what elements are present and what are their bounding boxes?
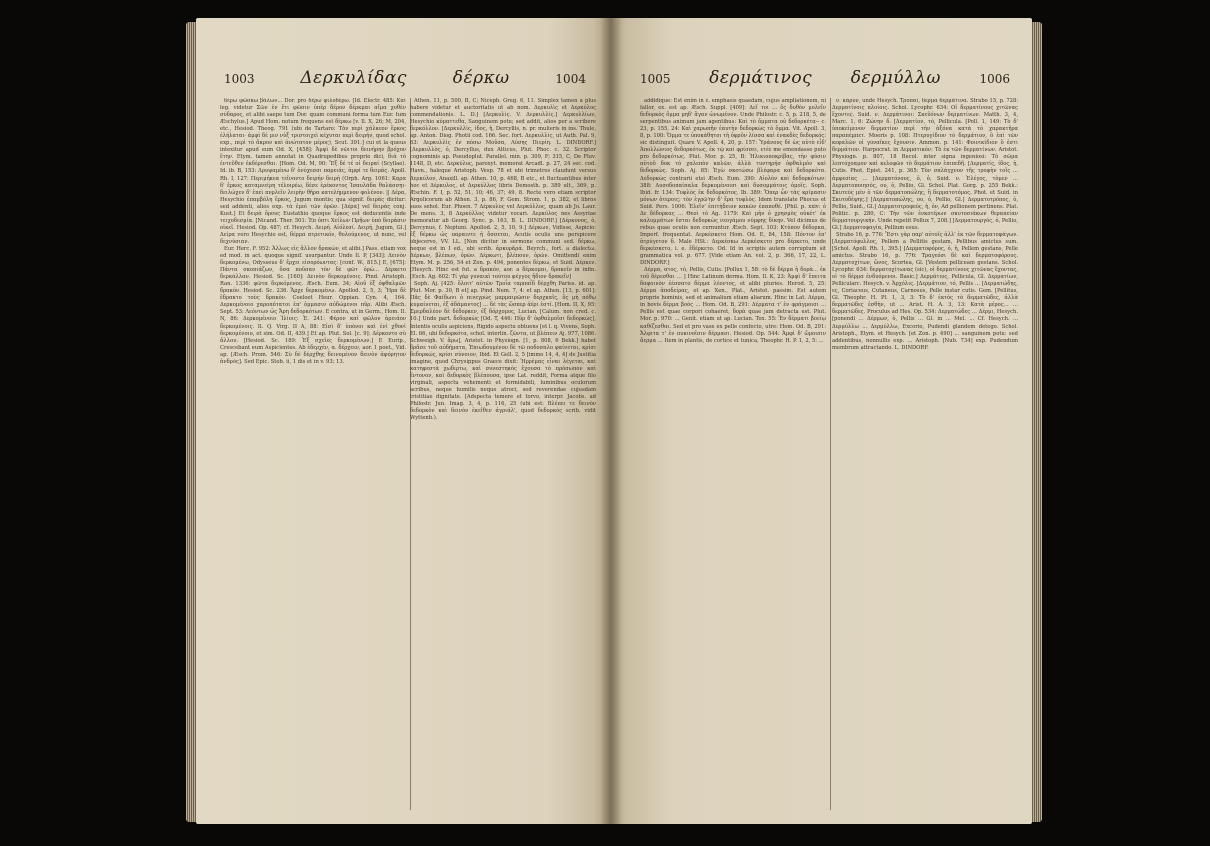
text-column — [410, 98, 596, 810]
column-text: ν. κάρυν, unde Hesych. Τροπαί, δέρμα δερμάτινα. Strabo 15, p. 728: Δερματίνοις πλοίοις. Schol. Lycophr. 634: Οἱ δερματίνους χιτῶνας ἔχοντες. Suid. ν. Δερμάτινοι: Σκεῦόνων δερματίνων. Matth. 3, 4, Marc. 1, 6: Ζώνην δ. [Δερματίον, τό, Pellicula. [Poll. 1, 149: Τὸ δ' ὑποκείμενον δερματίον περὶ τὴν ἀξόνα κατὰ τὸ χαρακτῆρα παραπέμπετ. Moeris p. 108: Πτερυγίδιον τὸ δερμάτιον, ὃ ἐπὶ τῶν κεφαλῶν οἱ γυναῖκες ἔχουσιν. Ammon. p. 141: Φοινικίδιον ὅ ἐστι δερμάτιον. Harpocrat. in Δερματικόν: Τὸ ἐκ τῶν δερματίνων. Aristot. Physiogn. p. 807, 18 Becol. inter signa ingeniosi: Τὸ σῶμα λεπτόχοαμον καὶ κελοφῶν τὸ δερμάτιον ἐπιπεδῆ. [Δερματίς, ίδος, ἡ, Cutis. Phot. Epist. 241, p. 365: Τὸν σπλάγχνον τῆς τροφὴν τοῖς ... ἀμφεσίας ... [Δερματόνους, ὁ, ὁ, Suid. ν. Ἐλέγος, τὸμεν ... Δερματοποιησός, ου, ὁ, Pellio, Gl. Schol. Plat. Gorg. p. 255 Bekk.: Σκυτεύς μὲν ὁ τῶν δερματοπώλης, ἢ δερματοτόμος. Phot. et Suid. in Σκυτοδέψης.] [Δερματοπώλης, ου, ὁ, Pellio, Gl.] Δερματοτρόπος, ὁ, Pellio, Suid., Gl.] Δερματοτροφεύς, ἡ, ὁν, Ad pellionem pertinens. Plat. Politic. p. 280, C: Τὴν τῶν ἐνκοτέρων σκυτοσιάκων θεραπείαν δερματουργικήν. Unde repetit Pollux 7, 208.] [Δερματουργός, ὁ, Pellio, Gl.] Δερματοφαγία, Pellium esus. — [832, 98, 1018, 231]
column-text: Eur. Herc. F. 952: Ἀλλως εἰς ἄλλον δρακὼν, et alibi.] Pass. etiam vox ed mod. in act. quoque signif. usurpantur. Unde Il. P, [343]: Δεινὸν δερκομένω, Odysseus δ' ἔρχει εἰσορόωντας: [conf. W., 815.] E, [675]: Πάντα σκοπιάζων, ὅσα ποῦσαν τὸν δὲ φῶτ ὁρώ... Δέρκετο δερκάλλαν. Hesiod. Sc. [160]: Δεινὸν δερκομένοις. Pind. Aristoph. Ran. 1336: φῶτα δερκόμενος. Æsch. Eum. 34; Αἱοῦ ἐξ ὀφθαλμῶν δρακόν. Hesiod. Sc. 236. Ἄρχε δερκομένω. Apollod. 2, 5, 3; Ἤρπ δὲ ἔδρακτο τοὺς δρακὸν. Coeloet Heur. Oppian. Cyn. 4, 164. Δερκομένοιο χαροπότατοι ἐπ' ὀμμασιν αὐδώμενοι πῦρ. Alibi Æsch. Sept. 53: Λεόντων ὡς Ἄρη δεδορκότων. E contra, ut in Germ., Hom. Il. N, 86: Δερκομένοιο Ἰλίοις: Ἐ. 241: Φέρον καὶ φῶλον ἀρειάον δερκομένοις. Il. Q. Virg. II A, 88: Εἰσὶ δ' ὑπὸνοι καὶ ἐνὶ χθονὶ δερκομένοιο, et sim. Od. II, 439.] Et ap. Plut. Sol. [c. 9]: Δέρκοντο σὺ ἄλλου. [Hesiod. Sc. 189: Ἐξ σχεῖες δερκομένων.] E Eurip., Crescebant eum Aspicientes. Ab ἐδερχέν, α. δέρχεεν, aor. 1 poet., Vid. ap. [Æsch. Prom. 546: Σὺ δὲ δέρχθης δεινομένον δεινὸν ἀφόρητον ἀνδρὸς]. Sed Epic. Stob. ii, 1 dis et in v. 93; 13. — [220, 245, 406, 365]
column-text: Δέρμα, ατος, τὸ, Pellis, Cutis. [Pollux 1, 58: τὸ δὲ δέρμα ἡ δορὰ... ἐκ τοῦ δέρεσθαι ... ] Hinc Latinum derma. Hom. Il. K, 23: Ἀμφὶ δ' ἔπειτα δαφοινὸν ἐέσσατο δέρμα λέοντος, et alibi pluries. Herod. 5, 25: Δέρμα ἀποδείρας, et ap. Xen., Plat., Aristot. passim. Est autem proprie hominis, sed et animalium etiam aliarum. Hinc in Lat. Δέρμα, in bovis δέρμα βοὸς ... Hom. Od. B, 291: Δέρματα τ' ἐν φράγμοισι ... Pellis est quae corpori cohaeret, δορὰ quae jam detracta est. Plut. Mor. p. 970: ... Genit. etiam ut ap. Lucian. Tox. 55: Ἐν δέρματι βοείῳ καθίζεσθαι. Sed et pro vase ex pelle confecto, utre: Hom. Od. B, 291: Ἄλφιτα τ' ἐν πυκινοῖσιν δέρμασι. Hesiod. Op. 544: Ἀμφὶ δ' ὤμοισιν ἄερμα ... Item in plantis, de cortice et tunica, Theophr. H. P. 1, 2, 5: ... — [640, 267, 826, 344]
running-headword: δέρκω — [452, 68, 510, 88]
text-column — [832, 98, 1018, 810]
left-page-header — [224, 68, 586, 92]
page-number: 1004 — [555, 72, 586, 86]
column-text: Strabo 16, p. 776: Ἔστι γὰρ παρ' αὐτοῖς ἀλλ' ἐκ τῶν δερματοφάγων. [Δερματόφυλλος, Pellem a Pellitis gestam, Pellibus amictus sum. [Schol. Apoll. Rh. 1, 395.] [Δερματοφόρος, ὁ, ἡ, Pellem gestans, Pelle amictus. Strabo 16, p. 776: Τραγεόσι δὲ καὶ δερματοφόρους. Δερματοχίτων, ὤνος, Scortea, Gl. [Vestem pelliceam gestans. Schol. Lycophr. 634: δερματοχίτωνας (sic), οἱ δερματίνους χιτῶνας ἔχοντας, οἱ τὸ δέρμα ἐνδυόμενοι. Basic.] Δερμάτιος, Pellicula, Gl. Δερματίων, Pellicularc. Hesych. v. Ἀρχόλις. [Δερμάτιον, τό, Pellis ... [Δερματώδης, ες, Coriaceus, Cutaneus, Carnosus, Pelle instar cutis. Gem. [Pellitus, Gl. Theophr. H. Pl. 1, 3, 3: Τὸ δ' ἐκτὸς τὸ δερματῶδες, ἀλλὰ δερματῶδες ἐσθὴν, ut ... Arist. H. A. 3, 13: Κατὰ μέρος... ... δερματῶδες. Proculus ad Hes. Op. 534: Δερματώδες ... Δέρμι, Hesych. [ponendi ... Δέρμων, ὁ, Pellis ... Gl. in ... Mel. ... Cf. Hesych. ... Δερμύλλω ... Δερμύλλω, Excorio, Pudendi glandem detego. Schol. Aristoph., Etym. et Hesych. [et Zon. p. 490] ... sanguinem potu: sed addentibus, nonnullis exp. ... Aristoph. [Nub. 734] exp. Pudendum membrum attractando. L. DINDORF. — [832, 231, 1018, 351]
page-edges-left — [186, 22, 196, 822]
running-headword: δερμάτινος — [709, 68, 813, 88]
column-text: Athen. 11, p. 500, B, C; Niceph. Greg. 6, 11. Simplex tamen à plus habere videtur et auctoritatis ut ab nom. Δερκυλὶς et Δερκύλος commendationis. L. D.] [Δερκυλὶς. V. Δερκυλλὶς.] Δερκυλλίων, Hesychio κύματτεθα, Sanguinem potu; sed addit, alios per a scribere δερκόλλον. [Δερκυλλὶς, ίδος, ἡ, Dercyllis, n. pr. mulieris in ins. Thule, ap. Anton. Diog. Photii cod. 166. Sec. fort. Δερκυλλὶς, ut Auth. Pal. 9, 63: Δερκυλλὶς ἐν πόσω Μοῦσα, Λύσης Πιερίη. L. DINDORF.] [Δερκυλλὸς, ὁ, Dercyllus, dux Atticus, Plut. Phoc. c. 32. Scriptor cognominis ap. Pseudoplut. Parallel. min. p. 309, F; 315, C, De Fluv. 1148, D, etc. Δερκύλος, paroxyt. memorat Arcadl. p. 27, 24 sec. cod. Havn., haleque Aristoph. Vesp. 78 et ubi trimetros claudunt versus Δερκύλον, Anaxill. ap. Athen. 10, p. 468, B etc., et fluctuantibus inter hoc et Δέρκυλος, et Δερκύλλος libris Demosth. p. 389 ult., 369, p. Æschin. F. I, p. 52, 51, 10; 46, 37; 49, 8. Recte vero etiam scriptor Argolicorum ab Athen. 3, p. 86, F. Gem. Strom. 1, p. 382, et libros suos sehol. Eur. Phoen. 7 Δέρκυλος vel Δερκύλλος, quam ab Jo. Laur. De mens. 3, 8 Δερκύλλος videtur vocari. Δερκύλος nes Assyriae memoratur ab Georg. Sync. p. 163, B. L. DINDORF.] [Δέρκυνος, ὁ, Dercynus, f. Neptuni. Apollod. 2, 5, 10, 9.] Δέρκων, Vidisse, Aspicio: ἐξ δέρκω ὡς παραιντε ἡ ὅσσεται, Acutis oculis uns perspicere objecervo, VV. LL. [Non dicitur in sermone communi sed. δέρκω, neque est in I ed., ubi scrib. ἀρκυρᾶρά. Beyrch., fort. a dialectω, Δέρκων, βλέπων, ὁρῶν. Δέρκωτι, βλέπουν, ὁρῶν. Omittendi enim Etym. M. p. 256, 54 et Zon. p. 494, ponentes δέρκω, et Suid. Δέρκεν. [Hesych. Hinc est fut. a δρακόν, aor. a δέρκομαι, δρακεῖν in infin. [Esch. Ag. 602: Τί γὰρ γυναικὶ τούτου φέγγος ἥδιον δρακεῖν] — [410, 98, 596, 281]
right-page-header — [640, 68, 1010, 92]
running-headword: δερμύλλω — [850, 68, 941, 88]
left-page — [196, 18, 610, 824]
column-text: Soph. Aj. [425: ὄλοιτ' αὐτῶν Τροΐα ταρπαΐδ δέρχθη Pariss. id. ap. Plut. Mor. p. 30, B et] ap. Pind. Nem. 7, 4: et ap. Athen. [13, p. 601]: Πᾶς δὲ Φαίδωνι ὁ πινεγρὼς μαρμαιρῶσιν δερχκαῖς, ὃς μὴ πόθῳ κυμαίνεται, ἐξ ἀδάμαντος] ... δὲ τὰς ὥσπερ ἀέρι ἐστί. [Hom. II, X, 95: Σμερδαλέον δὲ δέδορκεν, ἐξ δόρχομος, Lucian. [Calum. non cred. c. 10.] Unde part. δεδορκὼς [Od. T, 446: Πῦρ δ' ὀφθαλμοῖσι δεδορκὼς], Intentis oculis aspiciens, Rigido aspectu obtuens [et l. q. Vivens, Soph. El. 66, ubi δεδορκότα, schol. interlin. ζῶντα, ut βλέπειν Aj. 977, 1086. Schweigh. V. ἄρω], Aristot. in Physiogn. [1, p. 808, 6 Bekk.] habet δρᾶσε τοῦ αὐδήματα, Ἐπιωδουμένου δὲ τῶ ποδοσπλο φαίνεται, κρίσι δεδορκώς, κρίσι σύνοιον, Ibid. Et Gell. 2, 5 [immo 14, 4, 4] de Justitia imagine, quod Chrysippus Graece dixit: Ἠρρέμας εἶναι λέγεται, καὶ κατηφεστὰ χωδιρτω, καὶ συνεστηκὸς ἔχουσα τὸ πρόσωπον καὶ ἔντονον, καὶ δεδορκὸς βλέπουσα, ipse Lat. reddit, Forma atque filo virginali, aspectu vehementi et formidabili, luminibus oculorum acribus, neque humilis neque atroci, sed reverendae cujusdam tristitiae dignitate. [Adspecta temere et torvo, interpr. Jacobs. ad Philostr. Jun. Imag. 3, 4, p. 116, 25 (ubi est: Βλέπει τε δεινὸν δεδορκὸν καὶ δεινὸν ἐκεῖθεν ἀγριάλ', quod δεδορκὸς scrib. vidit Wyttenb.). — [410, 281, 596, 422]
column-text: addidique: Est enim in ἐ. emphasis quaedam, cujus ampliationem, ni fallor, ex. est ap. Æsch. Suppl. [409]: Δεῖ τοι ... ὅς δυθὸν μολεῖν δεδορκὸς ὄμμα μηδ' ἄγαν ὠνωμένον. Unde Philostr. c. 5, p. 218, 5, de serpentibus animum jam agentibus: Καὶ τὸ ὄμματα οὐ δεδορκέτα-- c. 23, p. 155, 24: Καὶ χαρωπῆν ἑαυτὴν δεδορκὼς τὸ ὄμμα. Vit. Apoll. 3, 8, p. 100: Ὄμμα τε ὑποκάθητοι τὴ ὀφρῦν λίσσα καὶ ἐνακδὲς δεδορκός: sic distinguit. Quare V. Apoll. 4, 20, p. 157: Ὑράνους δὲ ὡς αὐτὸ εἶδ' Ἀπολλώνιος δεδορκότως, ἐκ τῷ καὶ φρίσσει, ετέε me emendasse puto pro δεδορκότως. Plut. Mor. p. 25, B: Ἠλικιοποκρίβας, τὴν φύσιν αὐτοῦ δοκ τὸ χαλεπὸν καλῶν, ἀλλὰ τυντηρήσ ὀφθαλμὸν καὶ δεδορκὼς. Soph. Aj. 85: Ἐγὼ σκοτώσω βλέφαρα καὶ δεδορκότα. Δεδορκὼς contrarii etsi Æsch. Eum. 390: Αἰολὸν καὶ δεδορκότων: 388: Δυσοδοπαίπαλα δερκομένοισι καὶ δυσομμάτοις ὁμοῖς. Soph. Ibid. fr. 134: Τυφλὸς ἐκ δεδορκότος. Ib. 389: Ὅπερ ὧν τὰς κρίμασιν μόνων ὁτεροις; τὸν ἐγρῶ'ην δ' ἔρα τυφλὸς. Idem translate Phocus et Suid. Pers. 1006: Ἐλεῖν' ἐπιτήδειον κακῶν ἐπαποθέ. [Phil. p. xxiv: ὁ Δε δέδορκας ... Θεοὶ τὸ Ag. 1179: Καὶ μὴν ὁ χρησμὸς οὐκέτ' ἐκ καλυμμάτων ἔσται δεδορκὼς νεογάμου νύμφης δίκην. Vel dicimus de rebus quae oculis non cernuntur. Æsch. Sept. 103: Κτύπον δέδορκα, Imperf. frequentat. Δερκέσκετο Hom. Od. E, 84, 158: Πόντον ἐπ' ἀτρύγετον δ. Male HSt.: Δερκέσκω Δερκέσκετο pro δέρκετο, unde δερκέσκετο, i. e. ἔδέρκετο. Od. Id in scriptis autem corruptum sit grammatica vol. p. 677. [Vide etiam An. vol. 2, p. 366, 17, 22, L. DINDORF.] — [640, 98, 826, 267]
column-text: δέρω φῶσκω βάλων... Dor. pro δέρω φιλοδέρω. [Id. Electr. 485: Καὶ leg. videtur Σῶν ἐν ἔτι φῶσιν ὑπὲρ δέρον δέρκμαι αἴμα χυθὲν σύδαρος, et alibi saepe tum Dor. quam communi forma tum Eur. tum Æschylus.] Apud Hom. notum frequens est δέρκω [v. Il. X, 26; M, 204, etc., Hesiod. Theog. 791 (ubi de Tartaro: Τὸν περὶ χάλκεον ἕρκος ἐλήλαται· ἀμφὶ δέ μιν νὺξ τριστοιχεὶ κέχυται περὶ δειρήν, quod schol. exp., περὶ τὸ ἄκρον καὶ ἀνώτατον μέρος), Scut. 391.] cui et la queus intexitur apud eum Od. X, [458]: Ἀμφὶ δὲ νῶιτοι δεινήρην βρόχον ἔτην. Etym. tamen annotat in Quadrupedibus proprie dici, διὰ τὸ ἐντεῦθεν ἐκδέρεσθαι. [Hom. Od. M, 90: Ἕξ δέ τέ οἱ δειραί (Scyllae). Id. ib. B, 153: Δρυψαμένω δ' ὀνύχεσσι παρειάς, ἀμφί τε δειράς. Apoll. Rh. I, 127: Περιμήκεα τεῖνοντο δειρήν δειρή (Orph. Arg. 1061: Καρα δ' ἔρκος καταμνείρη τέλοιρέω, δέσε ἐρέκοντος Ἰσαυλάδα θαλάσσηι· δειλώχεν δ' ἐπεὶ πνρλεῖν λειρὴν θῆρα κατελήμμενον φολένον. || Δέρα, Hesychio ἐπαμβόλη ἔρκος, Jugum montis; qua signif. δειρὰς dicitur: sed addenti, alios exp. τὰ ἐμοὶ τῶν ὁρῶν. [Δέρα] vel δειράς conj. Kust.] Et δειρὰ ὄρους Eustathio quoque ἔρκος est deducentis inde τειχοδεσμία. [Nicand. Ther. 501: Ἐπ ὀπτι Χείλων Πρῆων ὑπὸ δειράσιν οἰκεῖ. Hesiod. Op. 487; cf. Hesych. Δειρή. Αἰόλεσί. Δειρή, Jugum, Gl.] Δείρα vero Hesychio est, δέρμα ατρετικόν, θολούμενος, ut nunc, vel δεχνύσιαν. — [220, 98, 406, 245]
right-page — [610, 18, 1032, 824]
page-number: 1005 — [640, 72, 671, 86]
page-number: 1003 — [224, 72, 255, 86]
page-number: 1006 — [979, 72, 1010, 86]
running-headword: Δερκυλίδας — [300, 68, 407, 88]
text-column — [220, 98, 411, 810]
text-column — [640, 98, 831, 810]
page-edges-right — [1032, 22, 1042, 822]
